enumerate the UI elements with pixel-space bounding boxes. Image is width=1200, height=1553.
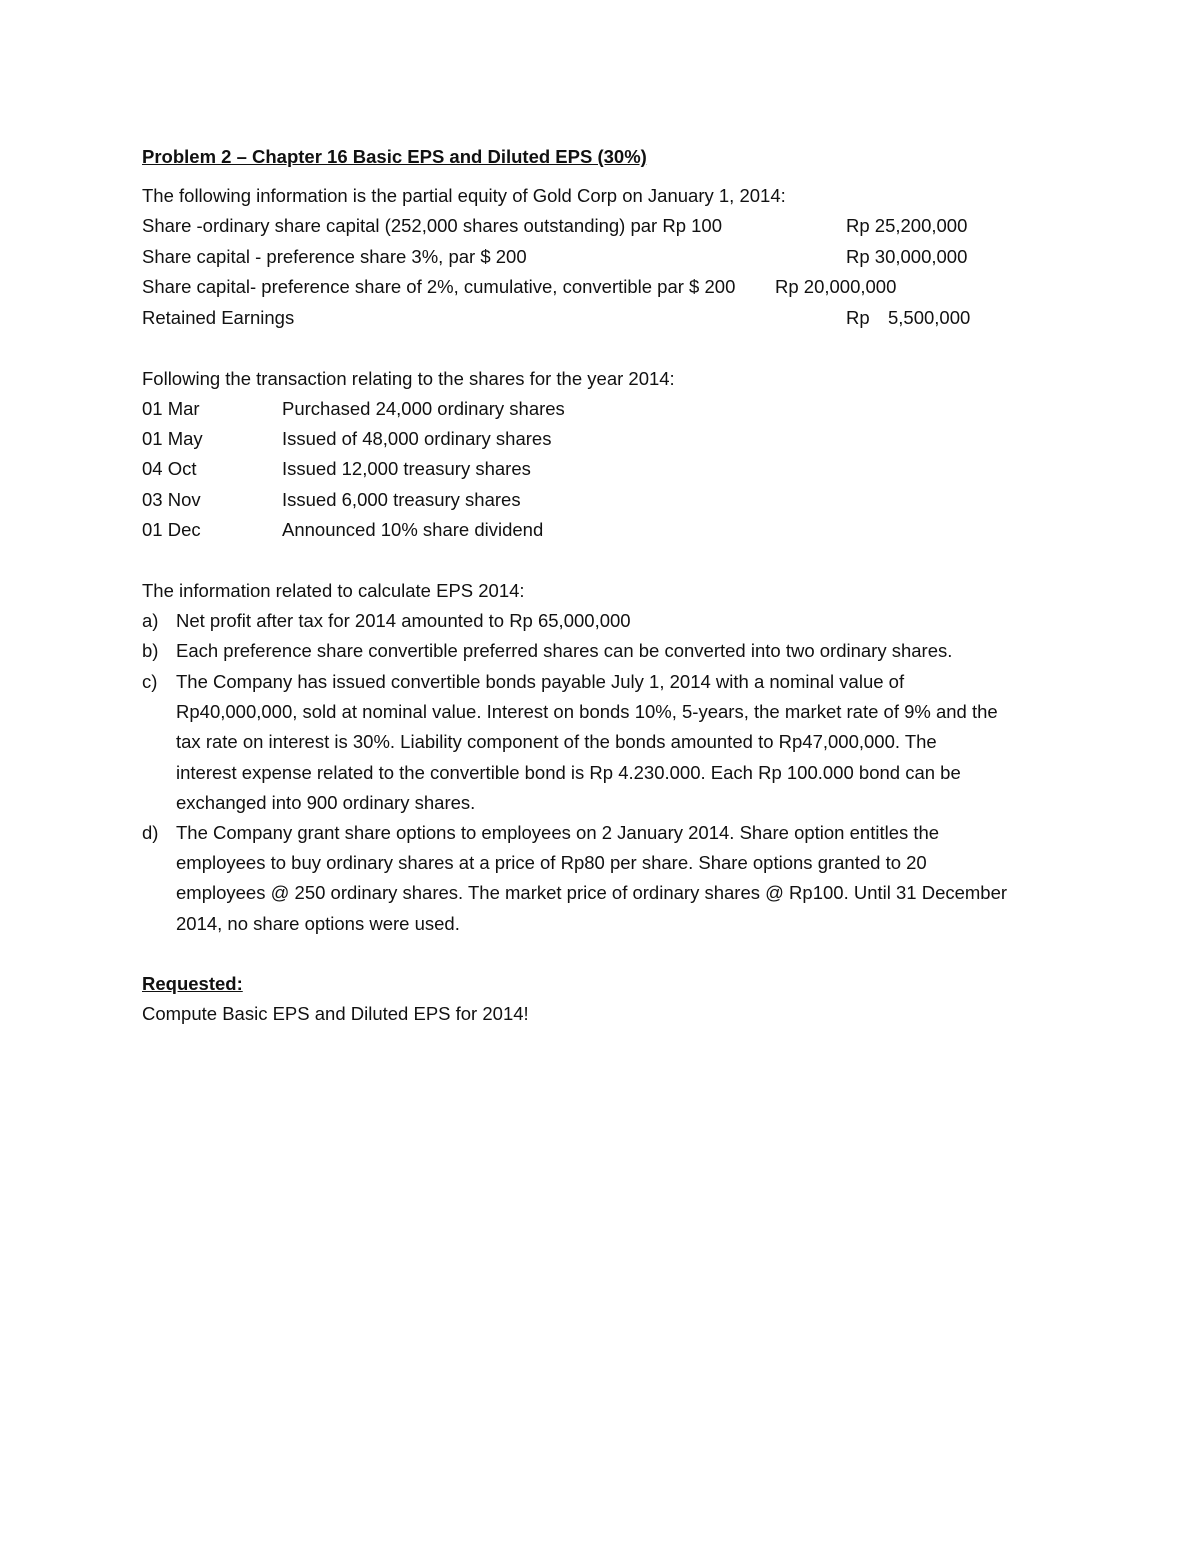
equity-amount-ordinary: Rp 25,200,000 bbox=[846, 215, 968, 236]
page-title: Problem 2 – Chapter 16 Basic EPS and Diluted EPS (30%) bbox=[142, 146, 647, 167]
requested-heading: Requested: bbox=[142, 973, 243, 994]
list-item-text: interest expense related to the convertible bond is Rp 4.230.000. Each Rp 100.000 bond can be bbox=[176, 762, 961, 783]
equity-amount-retained-value: 5,500,000 bbox=[888, 307, 971, 328]
requested-text: Compute Basic EPS and Diluted EPS for 2014! bbox=[142, 1003, 529, 1024]
equity-label-retained: Retained Earnings bbox=[142, 307, 295, 328]
list-item-marker: b) bbox=[142, 640, 159, 661]
equity-amount-preference-3: Rp 30,000,000 bbox=[846, 246, 968, 267]
transaction-date: 04 Oct bbox=[142, 458, 197, 479]
equity-amount-preference-2: Rp 20,000,000 bbox=[775, 276, 897, 297]
list-item-text: exchanged into 900 ordinary shares. bbox=[176, 792, 476, 813]
transaction-date: 03 Nov bbox=[142, 489, 201, 510]
list-item-text: The Company has issued convertible bonds payable July 1, 2014 with a nominal value of bbox=[176, 671, 905, 692]
list-item-text: tax rate on interest is 30%. Liability component of the bonds amounted to Rp47,000,000. The bbox=[176, 731, 937, 752]
list-item-text: employees to buy ordinary shares at a price of Rp80 per share. Share options granted to 20 bbox=[176, 852, 927, 873]
transaction-desc: Issued 6,000 treasury shares bbox=[282, 489, 521, 510]
list-item-marker: d) bbox=[142, 822, 159, 843]
transaction-date: 01 May bbox=[142, 428, 203, 449]
equity-label-ordinary: Share -ordinary share capital (252,000 shares outstanding) par Rp 100 bbox=[142, 215, 723, 236]
list-item-marker: c) bbox=[142, 671, 158, 692]
transactions-intro: Following the transaction relating to the shares for the year 2014: bbox=[142, 368, 675, 389]
equity-intro: The following information is the partial equity of Gold Corp on January 1, 2014: bbox=[142, 185, 786, 206]
equity-label-preference-2: Share capital- preference share of 2%, cumulative, convertible par $ 200 bbox=[142, 276, 736, 297]
info-intro: The information related to calculate EPS 2014: bbox=[142, 580, 525, 601]
equity-label-preference-3: Share capital - preference share 3%, par $ 200 bbox=[142, 246, 527, 267]
list-item-text: 2014, no share options were used. bbox=[176, 913, 460, 934]
transaction-desc: Issued of 48,000 ordinary shares bbox=[282, 428, 552, 449]
transaction-desc: Announced 10% share dividend bbox=[282, 519, 544, 540]
list-item-text: Rp40,000,000, sold at nominal value. Interest on bonds 10%, 5-years, the market rate of 9% and the bbox=[176, 701, 998, 722]
list-item-text: employees @ 250 ordinary shares. The market price of ordinary shares @ Rp100. Until 31 December bbox=[176, 882, 1008, 903]
transaction-date: 01 Dec bbox=[142, 519, 201, 540]
list-item-marker: a) bbox=[142, 610, 159, 631]
list-item-text: The Company grant share options to employees on 2 January 2014. Share option entitles the bbox=[176, 822, 940, 843]
transaction-desc: Issued 12,000 treasury shares bbox=[282, 458, 531, 479]
list-item-text: Each preference share convertible preferred shares can be converted into two ordinary shares. bbox=[176, 640, 953, 661]
transaction-date: 01 Mar bbox=[142, 398, 200, 419]
equity-amount-retained-currency: Rp bbox=[846, 307, 870, 328]
transaction-desc: Purchased 24,000 ordinary shares bbox=[282, 398, 565, 419]
list-item-text: Net profit after tax for 2014 amounted to Rp 65,000,000 bbox=[176, 610, 631, 631]
